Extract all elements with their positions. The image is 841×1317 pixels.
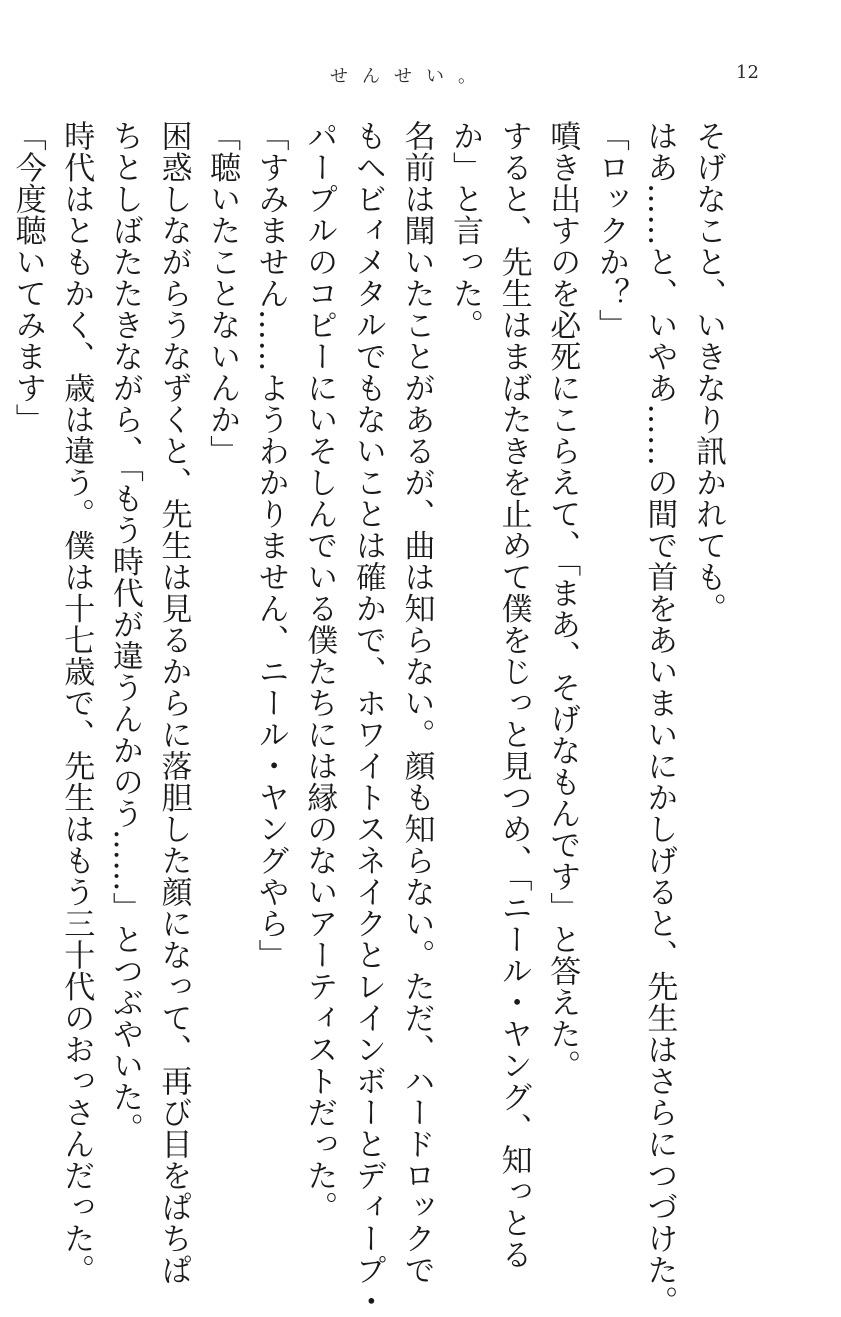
text-line: 名前は聞いたことがあるが、曲は知らない。顔も知らない。ただ、ハードロックで [398,120,435,1286]
text-line: か」と言った。 [447,120,484,341]
text-line: 「ロックか？」 [592,120,629,341]
text-line: もヘビィメタルでもないことは確かで、ホワイトスネイクとレインボーとディープ・ [349,120,386,1317]
text-line: すると、先生はまばたきを止めて僕をじっと見つめ、「ニール・ヤング、知っとる [495,120,532,1270]
text-line: 時代はともかく、歳は違う。僕は十七歳で、先生はもう三十代のおっさんだった。 [58,120,95,1286]
text-line [0,120,3,1100]
text-line: 噴き出すのを必死にこらえて、「まあ、そげなもんです」と答えた。 [544,120,581,1081]
body-text [9,120,732,1317]
text-line: 「今度聴いてみます」 [9,120,46,435]
text-line: ちとしばたたきながら、「もう時代が違うんかのう……」とつぶやいた。 [106,120,143,1144]
text-line: 「すみません……ようわかりません、ニール・ヤングやら」 [252,120,289,971]
text-line: パープルのコピーにいそしんでいる僕たちには縁のないアーティストだった。 [301,120,338,1223]
page-number: 12 [736,62,759,83]
text-line: はあ……と、いやあ……の間で首をあいまいにかしげると、先生はさらにつづけた。 [641,120,678,1317]
text-line: 困惑しながらうなずくと、先生は見るからに落胆した顔になって、再び目をぱちぱ [155,120,192,1286]
text-line: そげなこと、いきなり訊かれても。 [690,120,726,624]
running-head: せんせい。 [330,66,490,87]
text-line: 「聴いたことないんか」 [204,120,241,467]
